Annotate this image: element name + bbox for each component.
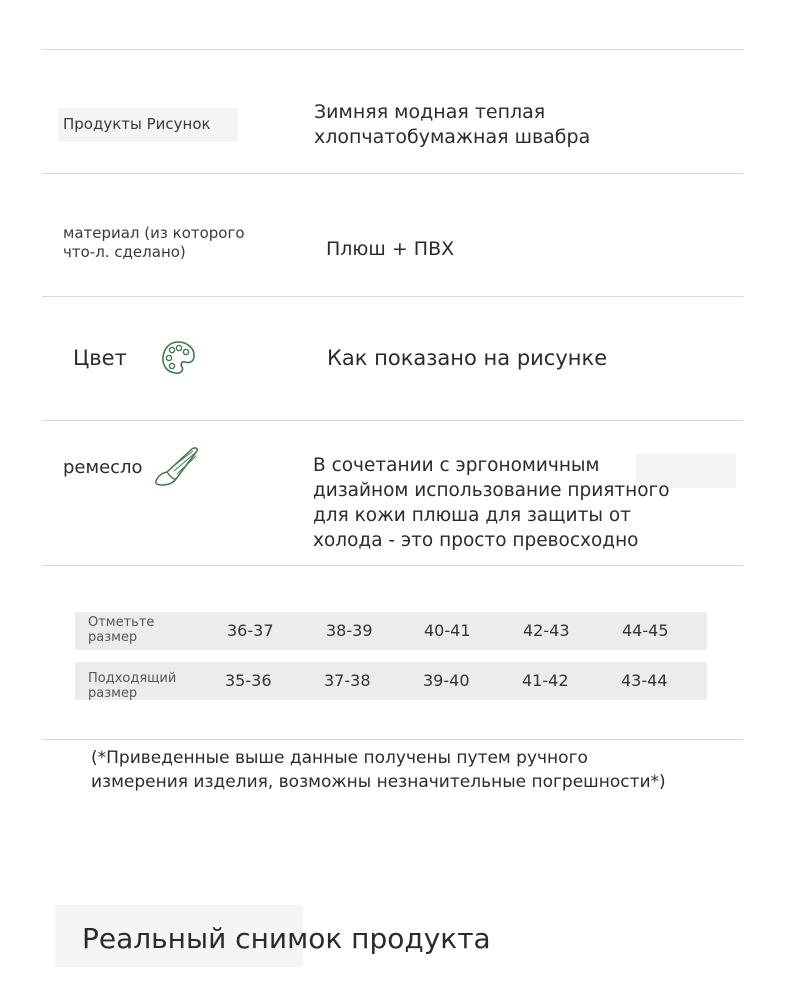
craft-value — [313, 453, 670, 553]
slipper-icon — [152, 443, 202, 489]
divider — [42, 739, 743, 740]
product-value-line: Зимняя модная теплая — [314, 101, 546, 123]
size-row-label-line: размер — [88, 686, 138, 701]
craft-label: ремесло — [63, 457, 143, 478]
craft-value-line: дизайном использование приятного — [313, 480, 670, 501]
divider — [42, 296, 743, 297]
size-row-marked — [75, 612, 707, 650]
size-cell: 37-38 — [324, 671, 371, 690]
size-row-label — [88, 671, 198, 701]
size-row-fitting — [75, 662, 707, 700]
craft-value-line: В сочетании с эргономичным — [313, 455, 600, 476]
material-label-line: что-л. сделано) — [63, 243, 186, 261]
size-cell: 40-41 — [424, 621, 471, 640]
product-value — [314, 100, 590, 150]
craft-value-line: холода - это просто превосходно — [313, 530, 639, 551]
product-value-line: хлопчатобумажная швабра — [314, 126, 591, 148]
material-label-line: материал (из которого — [63, 224, 245, 242]
divider — [42, 565, 743, 566]
palette-icon — [158, 338, 198, 378]
divider — [42, 49, 743, 50]
product-label: Продукты Рисунок — [63, 115, 211, 133]
size-cell: 36-37 — [227, 621, 274, 640]
size-cell: 41-42 — [522, 671, 569, 690]
size-row-label-line: Подходящий — [88, 671, 177, 686]
size-row-label — [88, 615, 198, 645]
section-title: Реальный снимок продукта — [82, 922, 491, 955]
size-cell: 38-39 — [326, 621, 373, 640]
size-cell: 39-40 — [423, 671, 470, 690]
size-row-label-line: размер — [88, 630, 138, 645]
size-cell: 35-36 — [225, 671, 272, 690]
size-cell: 42-43 — [523, 621, 570, 640]
size-cell: 43-44 — [621, 671, 668, 690]
craft-value-line: для кожи плюша для защиты от — [313, 505, 631, 526]
material-value: Плюш + ПВХ — [326, 238, 455, 260]
divider — [42, 420, 743, 421]
material-label — [63, 224, 245, 262]
note-line: измерения изделия, возможны незначительные погрешности*) — [91, 772, 666, 792]
divider — [42, 173, 743, 174]
note-line: (*Приведенные выше данные получены путем ручного — [91, 748, 588, 768]
color-label: Цвет — [73, 346, 127, 370]
size-row-label-line: Отметьте — [88, 615, 155, 630]
color-value: Как показано на рисунке — [327, 346, 608, 370]
measurement-note — [91, 746, 741, 794]
size-cell: 44-45 — [622, 621, 669, 640]
